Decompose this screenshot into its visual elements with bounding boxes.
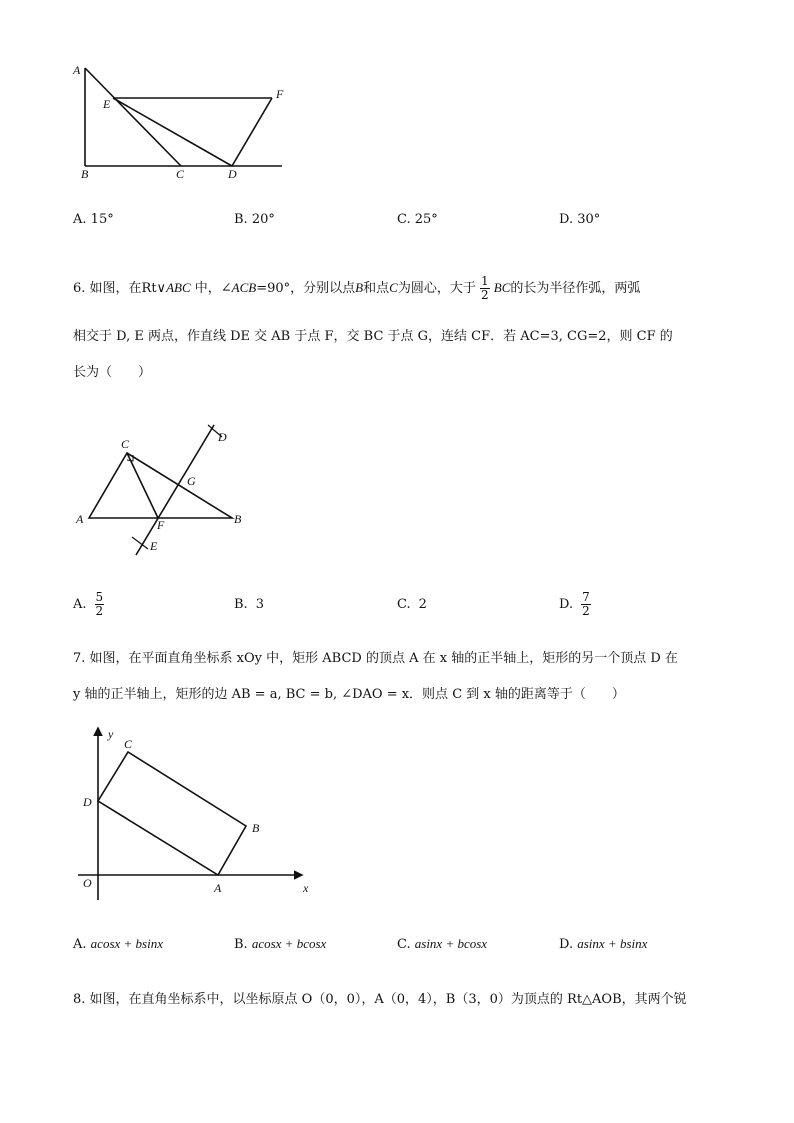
q6-figure (70, 415, 255, 560)
q5-label-D: D (228, 167, 237, 181)
q6-option-a[interactable]: A. $\frac{5}{2}$ (73, 589, 104, 618)
q5-option-a[interactable]: A. 15° (73, 212, 114, 227)
q8-line-1: 8. 如图，在直角坐标系中，以坐标原点 O（0，0），A（0，4），B（3，0）为顶点的 Rt△AOB，其两个锐 (73, 992, 687, 1007)
q6-triangle-ABC (89, 453, 232, 518)
q5-segment-ED (113, 98, 232, 166)
q6-label-F: F (157, 518, 165, 532)
q6-option-d[interactable]: D. $\frac{7}{2}$ (559, 589, 590, 618)
q6-label-A: A (76, 512, 84, 526)
q6-option-b[interactable]: B. 3 (234, 596, 264, 612)
q5-segment-AC (85, 68, 181, 166)
q6-label-E: E (150, 539, 158, 553)
q7-option-d[interactable]: D. asinx + bsinx (559, 936, 648, 952)
q7-figure (70, 722, 330, 902)
q7-label-C: C (124, 737, 133, 751)
q6-label-B: B (234, 512, 242, 526)
q5-label-B: B (81, 167, 89, 181)
q5-label-C: C (176, 167, 185, 181)
q6-line-2: 相交于 D, E 两点，作直线 DE 交 AB 于点 F，交 BC 于点 G，连结 CF．若 AC=3, CG=2，则 CF 的 (73, 329, 673, 344)
q5-label-E: E (103, 97, 111, 111)
q5-label-A: A (73, 63, 81, 77)
q7-label-B: B (252, 821, 260, 835)
q6-line-1: 6. 如图，在Rt∨ABC 中，∠ACB=90°，分别以点B和点C为圆心，大于 $\frac{1}{2}$ BC的长为半径作弧，两弧 (73, 274, 641, 302)
q7-label-x: x (303, 881, 309, 895)
q6-label-D: D (218, 430, 227, 444)
q7-label-D: D (83, 795, 92, 809)
q7-line-1: 7. 如图，在平面直角坐标系 xOy 中，矩形 ABCD 的顶点 A 在 x 轴的正半轴上，矩形的另一个顶点 D 在 (73, 651, 678, 666)
q7-option-a[interactable]: A. acosx + bsinx (73, 936, 163, 952)
q5-option-c[interactable]: C. 25° (397, 212, 438, 227)
q6-line-DE (136, 425, 214, 555)
q5-option-b[interactable]: B. 20° (234, 212, 275, 227)
q6-fraction-half: $\frac{1}{2}$ (480, 274, 489, 302)
q5-segment-FD (232, 98, 272, 166)
q6-label-C: C (121, 437, 130, 451)
q5-label-F: F (276, 87, 284, 101)
q7-label-y: y (108, 727, 114, 741)
q7-label-O: O (83, 876, 92, 890)
q7-option-c[interactable]: C. asinx + bcosx (397, 936, 488, 952)
q6-line-3: 长为（ ） (73, 365, 152, 380)
q7-line-2: y 轴的正半轴上，矩形的边 AB = a, BC = b, ∠DAO = x．则点 C 到 x 轴的距离等于（ ） (73, 687, 625, 702)
q6-option-c[interactable]: C. 2 (397, 596, 427, 612)
q5-figure (70, 60, 300, 185)
q7-label-A: A (214, 881, 222, 895)
q6-label-G: G (187, 474, 196, 488)
q7-rectangle-ABCD (98, 752, 246, 875)
q7-option-b[interactable]: B. acosx + bcosx (234, 936, 327, 952)
q5-option-d[interactable]: D. 30° (559, 212, 601, 227)
